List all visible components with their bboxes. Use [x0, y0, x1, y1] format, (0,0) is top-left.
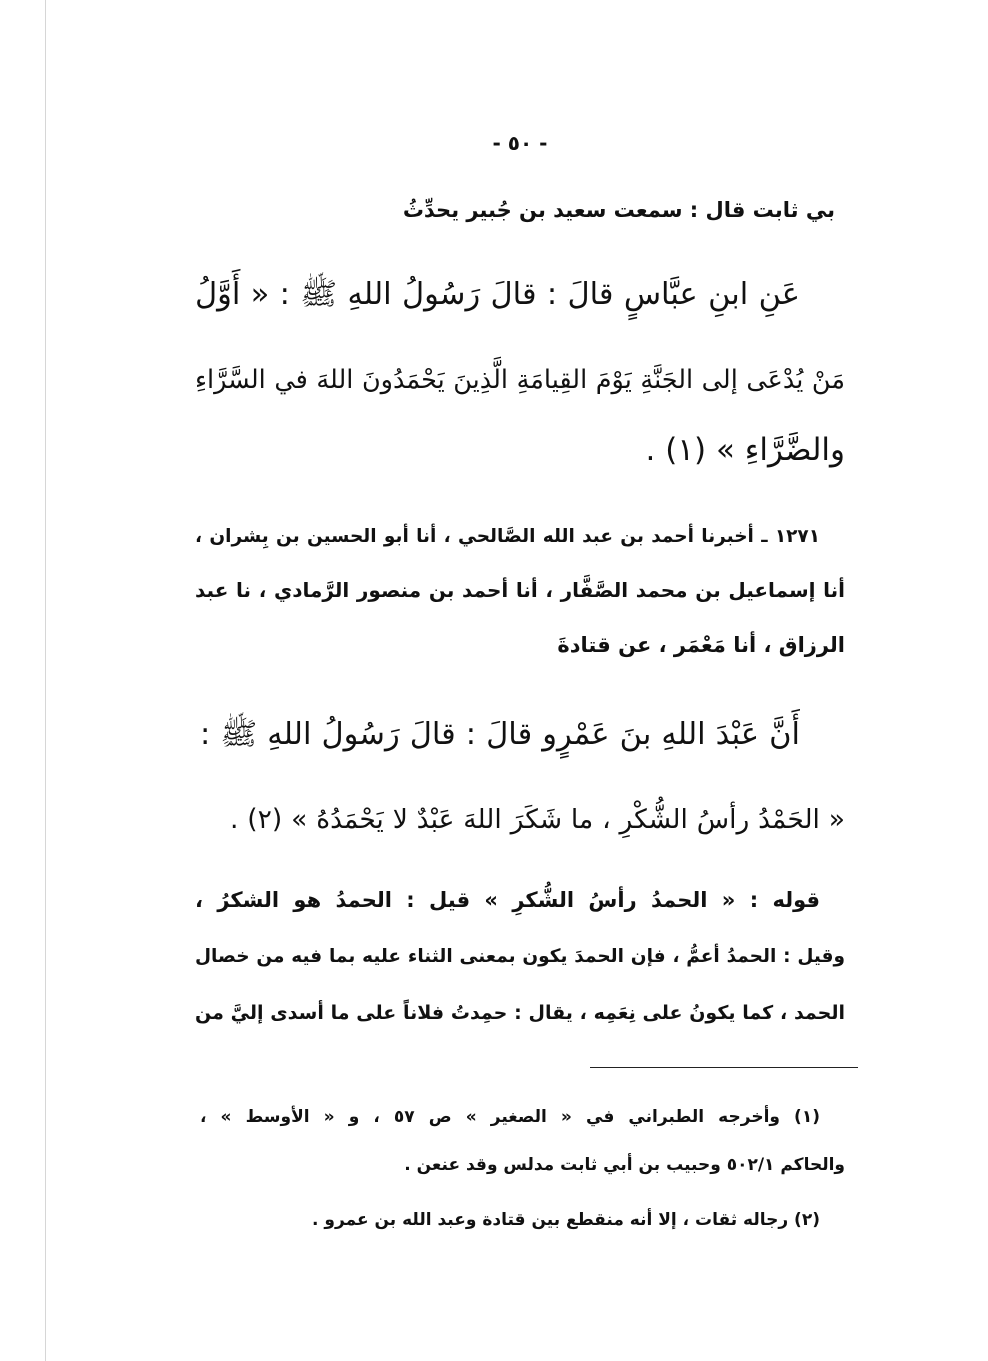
footnote-1-line: والحاكم ٥٠٢/١ وحبيب بن أبي ثابت مدلس وقد عنعن . [404, 1155, 845, 1175]
isnad-line: الرزاق ، أنا مَعْمَر ، عن قتادةَ [557, 633, 845, 657]
page-number: - ٥٠ - [492, 131, 548, 155]
scan-margin-edge [45, 0, 46, 1361]
isnad-line: أنا إسماعيل بن محمد الصَّفَّار ، أنا أحمد بن منصور الرَّمادي ، نا عبد [195, 578, 845, 602]
hadith-1-line: والضَّرَّاءِ » (١) . [645, 432, 845, 468]
continuation-line: بي ثابت قال : سمعت سعيد بن جُبير يحدِّثُ [402, 198, 835, 222]
hadith-2-line: « الحَمْدُ رأسُ الشُّكْرِ ، ما شَكَرَ اللهَ عَبْدٌ لا يَحْمَدُهُ » (٢) . [230, 804, 845, 835]
hadith-2-line: أَنَّ عَبْدَ اللهِ بنَ عَمْرٍو قالَ : قالَ رَسُولُ اللهِ ﷺ : [200, 717, 800, 752]
footnote-2-line: (٢) رجاله ثقات ، إلا أنه منقطع بين قتادة وعبد الله بن عمرو . [312, 1210, 820, 1230]
footnote-separator [590, 1067, 858, 1068]
commentary-line: الحمد ، كما يكونُ على نِعَمِه ، يقال : حمِدتُ فلاناً على ما أسدى إليَّ من [195, 1002, 845, 1024]
commentary-line: قوله : « الحمدُ رأسُ الشُّكرِ » قيل : الحمدُ هو الشكرُ ، [195, 888, 820, 912]
isnad-line: ١٢٧١ ـ أخبرنا أحمد بن عبد الله الصَّالحي ، أنا أبو الحسين بن بِشران ، [195, 526, 820, 547]
footnote-1-line: (١) وأخرجه الطبراني في « الصغير » ص ٥٧ ، و « الأوسط » ، [200, 1107, 820, 1127]
commentary-line: وقيل : الحمدُ أعمُّ ، فإن الحمدَ يكون بمعنى الثناء عليه بما فيه من خصال [195, 946, 845, 967]
hadith-1-line: عَنِ ابنِ عبَّاسٍ قالَ : قالَ رَسُولُ اللهِ ﷺ : « أَوَّلُ [195, 277, 800, 312]
hadith-1-line: مَنْ يُدْعَى إلى الجَنَّةِ يَوْمَ القِيامَةِ الَّذِينَ يَحْمَدُونَ اللهَ في السَّرَّاءِ [195, 365, 845, 395]
